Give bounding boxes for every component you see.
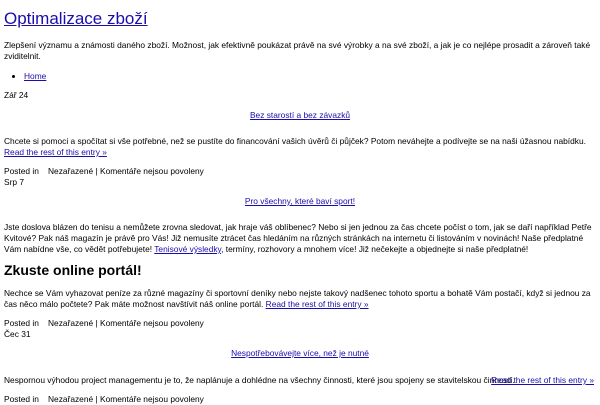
- post-excerpt-text: Nespornou výhodou project managementu je to, že naplánuje a dohlédne na všechny činnosti, které jsou spojeny se stavitelskou činností.: [4, 375, 515, 385]
- post-excerpt: [4, 288, 594, 310]
- post-excerpt: [4, 136, 594, 158]
- site-description: Zlepšení významu a známosti daného zboží. Možnost, jak efektivně poukázat právě na své výrobky a na své zboží, a jak je co nejlépe prosadit a zároveň také zviditelnit.: [4, 40, 591, 61]
- nav-item-home: [24, 71, 46, 82]
- meta-separator: |: [95, 318, 98, 328]
- post-link[interactable]: Bez starostí a bez závazků: [249, 110, 351, 120]
- read-more-link[interactable]: Read the rest of this entry »: [265, 299, 369, 309]
- post-date: Čec 31: [4, 329, 31, 339]
- post-title-link: [0, 196, 600, 207]
- site-title[interactable]: Optimalizace zboží: [4, 9, 148, 28]
- posted-in-label: Posted in: [4, 318, 39, 328]
- meta-separator: |: [95, 166, 98, 176]
- post-excerpt-text: Nechce se Vám vyhazovat peníze za různé magazíny či sportovní deníky nebo nejste takový nadšenec tohoto sportu a bohatě Vám postačí, když si jednou za čas něco málo počtete? Pak máte možnost navštívit náš online portál.: [4, 288, 591, 309]
- posted-in-label: Posted in: [4, 166, 39, 176]
- posted-in-label: Posted in: [4, 394, 39, 404]
- category-link[interactable]: Nezařazené: [48, 394, 94, 404]
- category-link[interactable]: Nezařazené: [48, 318, 94, 328]
- post-title-link: [0, 348, 600, 359]
- post-excerpt: [4, 375, 594, 386]
- post-meta: [4, 166, 594, 177]
- post-excerpt-text: Jste doslova blázen do tenisu a nemůžete zrovna sledovat, jak hraje váš oblíbenec? Nebo si jen jednou za čas chcete počíst o tom, jak se daří například Petře Kvitové? Pak náš magazín je právě pro Vás! Již nemusíte ztrácet čas hledáním na různých stránkách na internetu či listováním v novinách! Naše předplatné Vám nabídne vše, co vědět potřebujete!: [4, 222, 592, 254]
- read-more-link[interactable]: Read the rest of this entry »: [4, 147, 107, 157]
- comments-status: Komentáře nejsou povoleny: [100, 394, 204, 404]
- post-link[interactable]: Pro všechny, které baví sport!: [244, 196, 356, 206]
- post-title-link: [0, 110, 600, 121]
- home-link[interactable]: Home: [24, 71, 47, 81]
- category-link[interactable]: Nezařazené: [48, 166, 94, 176]
- tennis-results-link[interactable]: Tenisové výsledky: [154, 244, 222, 254]
- post-date: Zář 24: [4, 90, 29, 100]
- post-date: Srp 7: [4, 177, 25, 187]
- read-more-link[interactable]: Read the rest of this entry »: [491, 375, 594, 385]
- post-meta: [4, 318, 594, 329]
- comments-status: Komentáře nejsou povoleny: [100, 318, 204, 328]
- main-nav: [0, 71, 46, 82]
- post-link[interactable]: Nespotřebovávejte více, než je nutné: [231, 348, 369, 358]
- post-excerpt-tail: , termíny, rozhovory a mnohem více! Již nečekejte a objednejte si naše předplatné!: [221, 244, 529, 254]
- post-excerpt: [4, 222, 594, 255]
- meta-separator: |: [95, 394, 98, 404]
- post-heading: Zkuste online portál!: [4, 262, 142, 278]
- comments-status: Komentáře nejsou povoleny: [100, 166, 204, 176]
- post-excerpt-text: Chcete si pomoci a spočítat si vše potřebné, než se pustíte do financování vašich úvěrů či půjček? Potom neváhejte a podívejte se na naši úžasnou nabídku.: [4, 136, 586, 146]
